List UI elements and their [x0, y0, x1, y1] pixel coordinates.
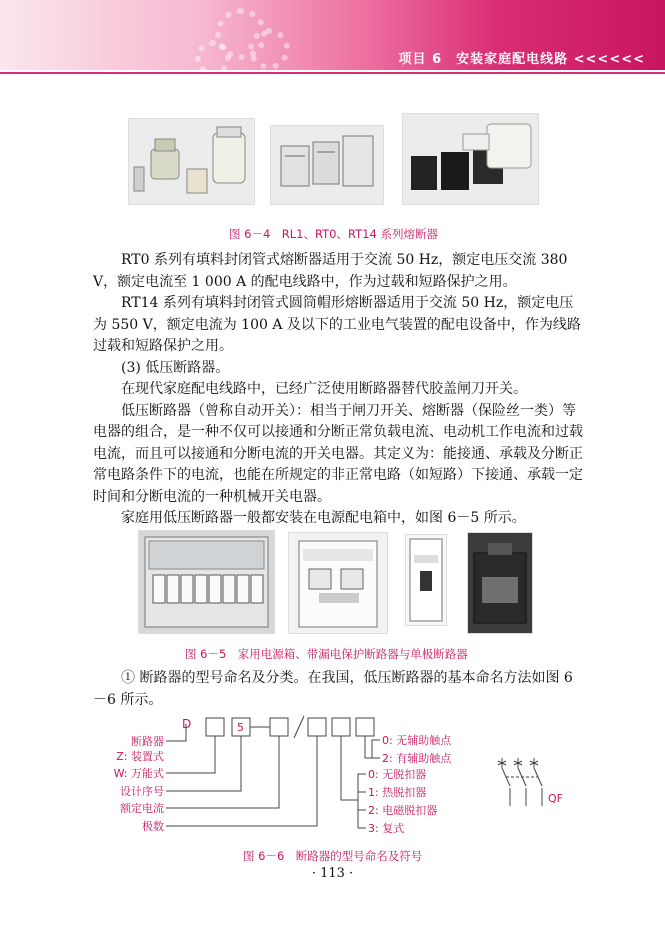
label-breaker: 断路器: [131, 735, 164, 748]
paragraph-breaker-install: 家庭用低压断路器一般都安装在电源配电箱中，如图 6－5 所示。: [121, 510, 526, 526]
label-rated-current: 额定电流: [120, 802, 164, 815]
paragraph-breaker-definition: 低压断路器（曾称自动开关）：相当于闸刀开关、熔断器（保险丝一类）等电器的组合，是一种不仅可以接通和分断正常负载电流、电动机工作电流和过载电流，而且可以接通和分断电流的开关电器。其定义为：能接通、承载及分断正常电路条件下的电流，也能在所规定的非正常电路（如短路）下接通、承载一定时间和分断电流的一种机械开关电器。: [93, 402, 583, 505]
page-number: · 113 ·: [311, 866, 354, 881]
body-text-2: [93, 668, 583, 711]
figure-6-5-caption: 图 6－5 家用电源箱、带漏电保护断路器与单极断路器: [185, 647, 468, 661]
label-w: W: 万能式: [113, 767, 164, 780]
label-aux-0: 0: 无辅助触点: [382, 734, 452, 747]
label-trip-3: 3: 复式: [368, 822, 405, 835]
fuse-rt14-illustration: [403, 114, 538, 204]
fuse-photo-rl1: [128, 118, 255, 205]
paragraph-rt14: RT14 系列有填料封闭管式圆筒帽形熔断器适用于交流 50 Hz，额定电压为 550 V，额定电流为 100 A 及以下的工业电气装置的配电设备中，作为线路过载和短路保护之用。: [93, 295, 581, 354]
figure-6-6-caption: 图 6－6 断路器的型号命名及符号: [243, 849, 423, 863]
fuse-rt0-illustration: [271, 126, 383, 204]
header-title: 项目 6 安装家庭配电线路 <<<<<<: [398, 52, 645, 67]
label-qf: QF: [548, 792, 563, 805]
body-text: [93, 250, 583, 530]
paragraph-rt0: RT0 系列有填料封闭管式熔断器适用于交流 50 Hz，额定电压交流 380 V，额定电流至 1 000 A 的配电线路中，作为过载和短路保护之用。: [93, 252, 568, 290]
paragraph-breaker-usage: 在现代家庭配电线路中，已经广泛使用断路器替代胶盖闸刀开关。: [121, 381, 527, 397]
label-poles: 极数: [142, 820, 164, 833]
rcd-breaker-illustration: [289, 533, 387, 633]
label-5: 5: [237, 721, 244, 734]
photo-single-pole-breaker: [405, 534, 447, 626]
distribution-box-illustration: [139, 531, 274, 633]
label-d: D: [182, 717, 192, 731]
box-trip: [332, 718, 350, 736]
box-rated-current: [308, 718, 326, 736]
header-rule: [0, 72, 665, 74]
gear-icon: [195, 40, 231, 76]
photo-distribution-box: [138, 530, 275, 634]
photo-rcd-breaker: [288, 532, 388, 634]
single-pole-breaker-illustration: [406, 535, 446, 625]
section-heading-low-voltage-breaker: (3) 低压断路器。: [121, 359, 230, 376]
page-header: [0, 0, 665, 76]
qf-breaker-symbol: [498, 758, 542, 806]
box-aux: [356, 718, 374, 736]
breaker-model-diagram: [90, 710, 590, 850]
fuse-photo-rt14: [402, 113, 539, 205]
fuse-photo-rt0: [270, 125, 384, 205]
label-aux-2: 2: 有辅助触点: [382, 752, 452, 765]
label-z: Z: 装置式: [116, 750, 164, 763]
label-trip-0: 0: 无脱扣器: [368, 768, 427, 781]
figure-6-4-caption: 图 6－4 RL1、RT0、RT14 系列熔断器: [229, 227, 438, 241]
label-design-seq: 设计序号: [120, 785, 164, 798]
paragraph-model-naming: ① 断路器的型号命名及分类。在我国，低压断路器的基本命名方法如图 6－6 所示。: [93, 670, 573, 708]
label-trip-2: 2: 电磁脱扣器: [368, 804, 438, 817]
box-design-seq: [270, 718, 288, 736]
label-trip-1: 1: 热脱扣器: [368, 786, 427, 799]
gear-icon: [248, 28, 290, 70]
photo-breaker-closeup: [467, 532, 533, 634]
box-d: [206, 718, 224, 736]
breaker-closeup-illustration: [468, 533, 532, 633]
fuse-rl1-illustration: [129, 119, 254, 204]
